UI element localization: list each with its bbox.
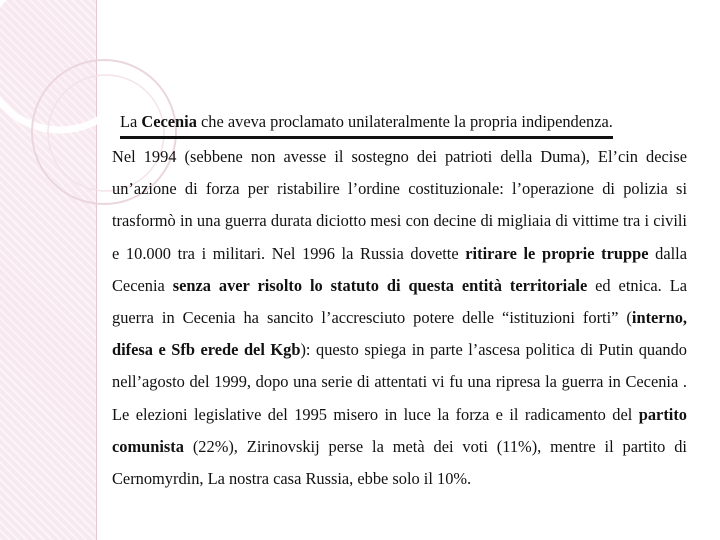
body-text-run: ): questo spiega in parte l’ascesa politica di Putin quando nell’agosto del 1999, dopo una serie di attentati vi fu una ripresa la guerra in Cecenia . Le elezioni legislative del 1995 misero in luce la forza e il radicamento del xyxy=(112,340,687,424)
body-bold-run: interno, difesa e Sfb erede del Kgb xyxy=(112,308,687,360)
heading-suffix: che aveva proclamato unilateralmente la propria indipendenza. xyxy=(196,112,613,131)
body-paragraph xyxy=(112,141,687,495)
slide-text-block xyxy=(112,106,687,495)
heading-highlight-cecenia: Cecenia xyxy=(141,112,197,131)
body-text-run: (22%), Zirinovskij perse la metà dei voti (11%), mentre il partito di Cernomyrdin, La nostra casa Russia, ebbe solo il 10%. xyxy=(112,436,687,489)
heading-prefix: La xyxy=(120,112,142,131)
body-text-run: dalla Cecenia xyxy=(112,243,688,295)
body-text-run: Nel 1994 (sebbene non avesse il sostegno dei patrioti della Duma), El’cin decise un’azione di forza per ristabilire l’ordine costituzionale: l’operazione di polizia si trasformò in una guerra durata diciotto mesi con decine di migliaia di vittime tra i civili e 10.000 tra i militari. Nel 1996 la Russia dovette xyxy=(112,147,687,263)
body-bold-run: senza aver risolto lo statuto di questa entità territoriale xyxy=(172,275,588,295)
body-bold-run: ritirare le proprie truppe xyxy=(465,243,649,263)
slide-heading xyxy=(120,109,613,139)
body-bold-run: partito comunista xyxy=(112,404,687,456)
body-text-run: ed etnica. La guerra in Cecenia ha sancito l’accresciuto potere delle “istituzioni forti” ( xyxy=(112,275,687,328)
